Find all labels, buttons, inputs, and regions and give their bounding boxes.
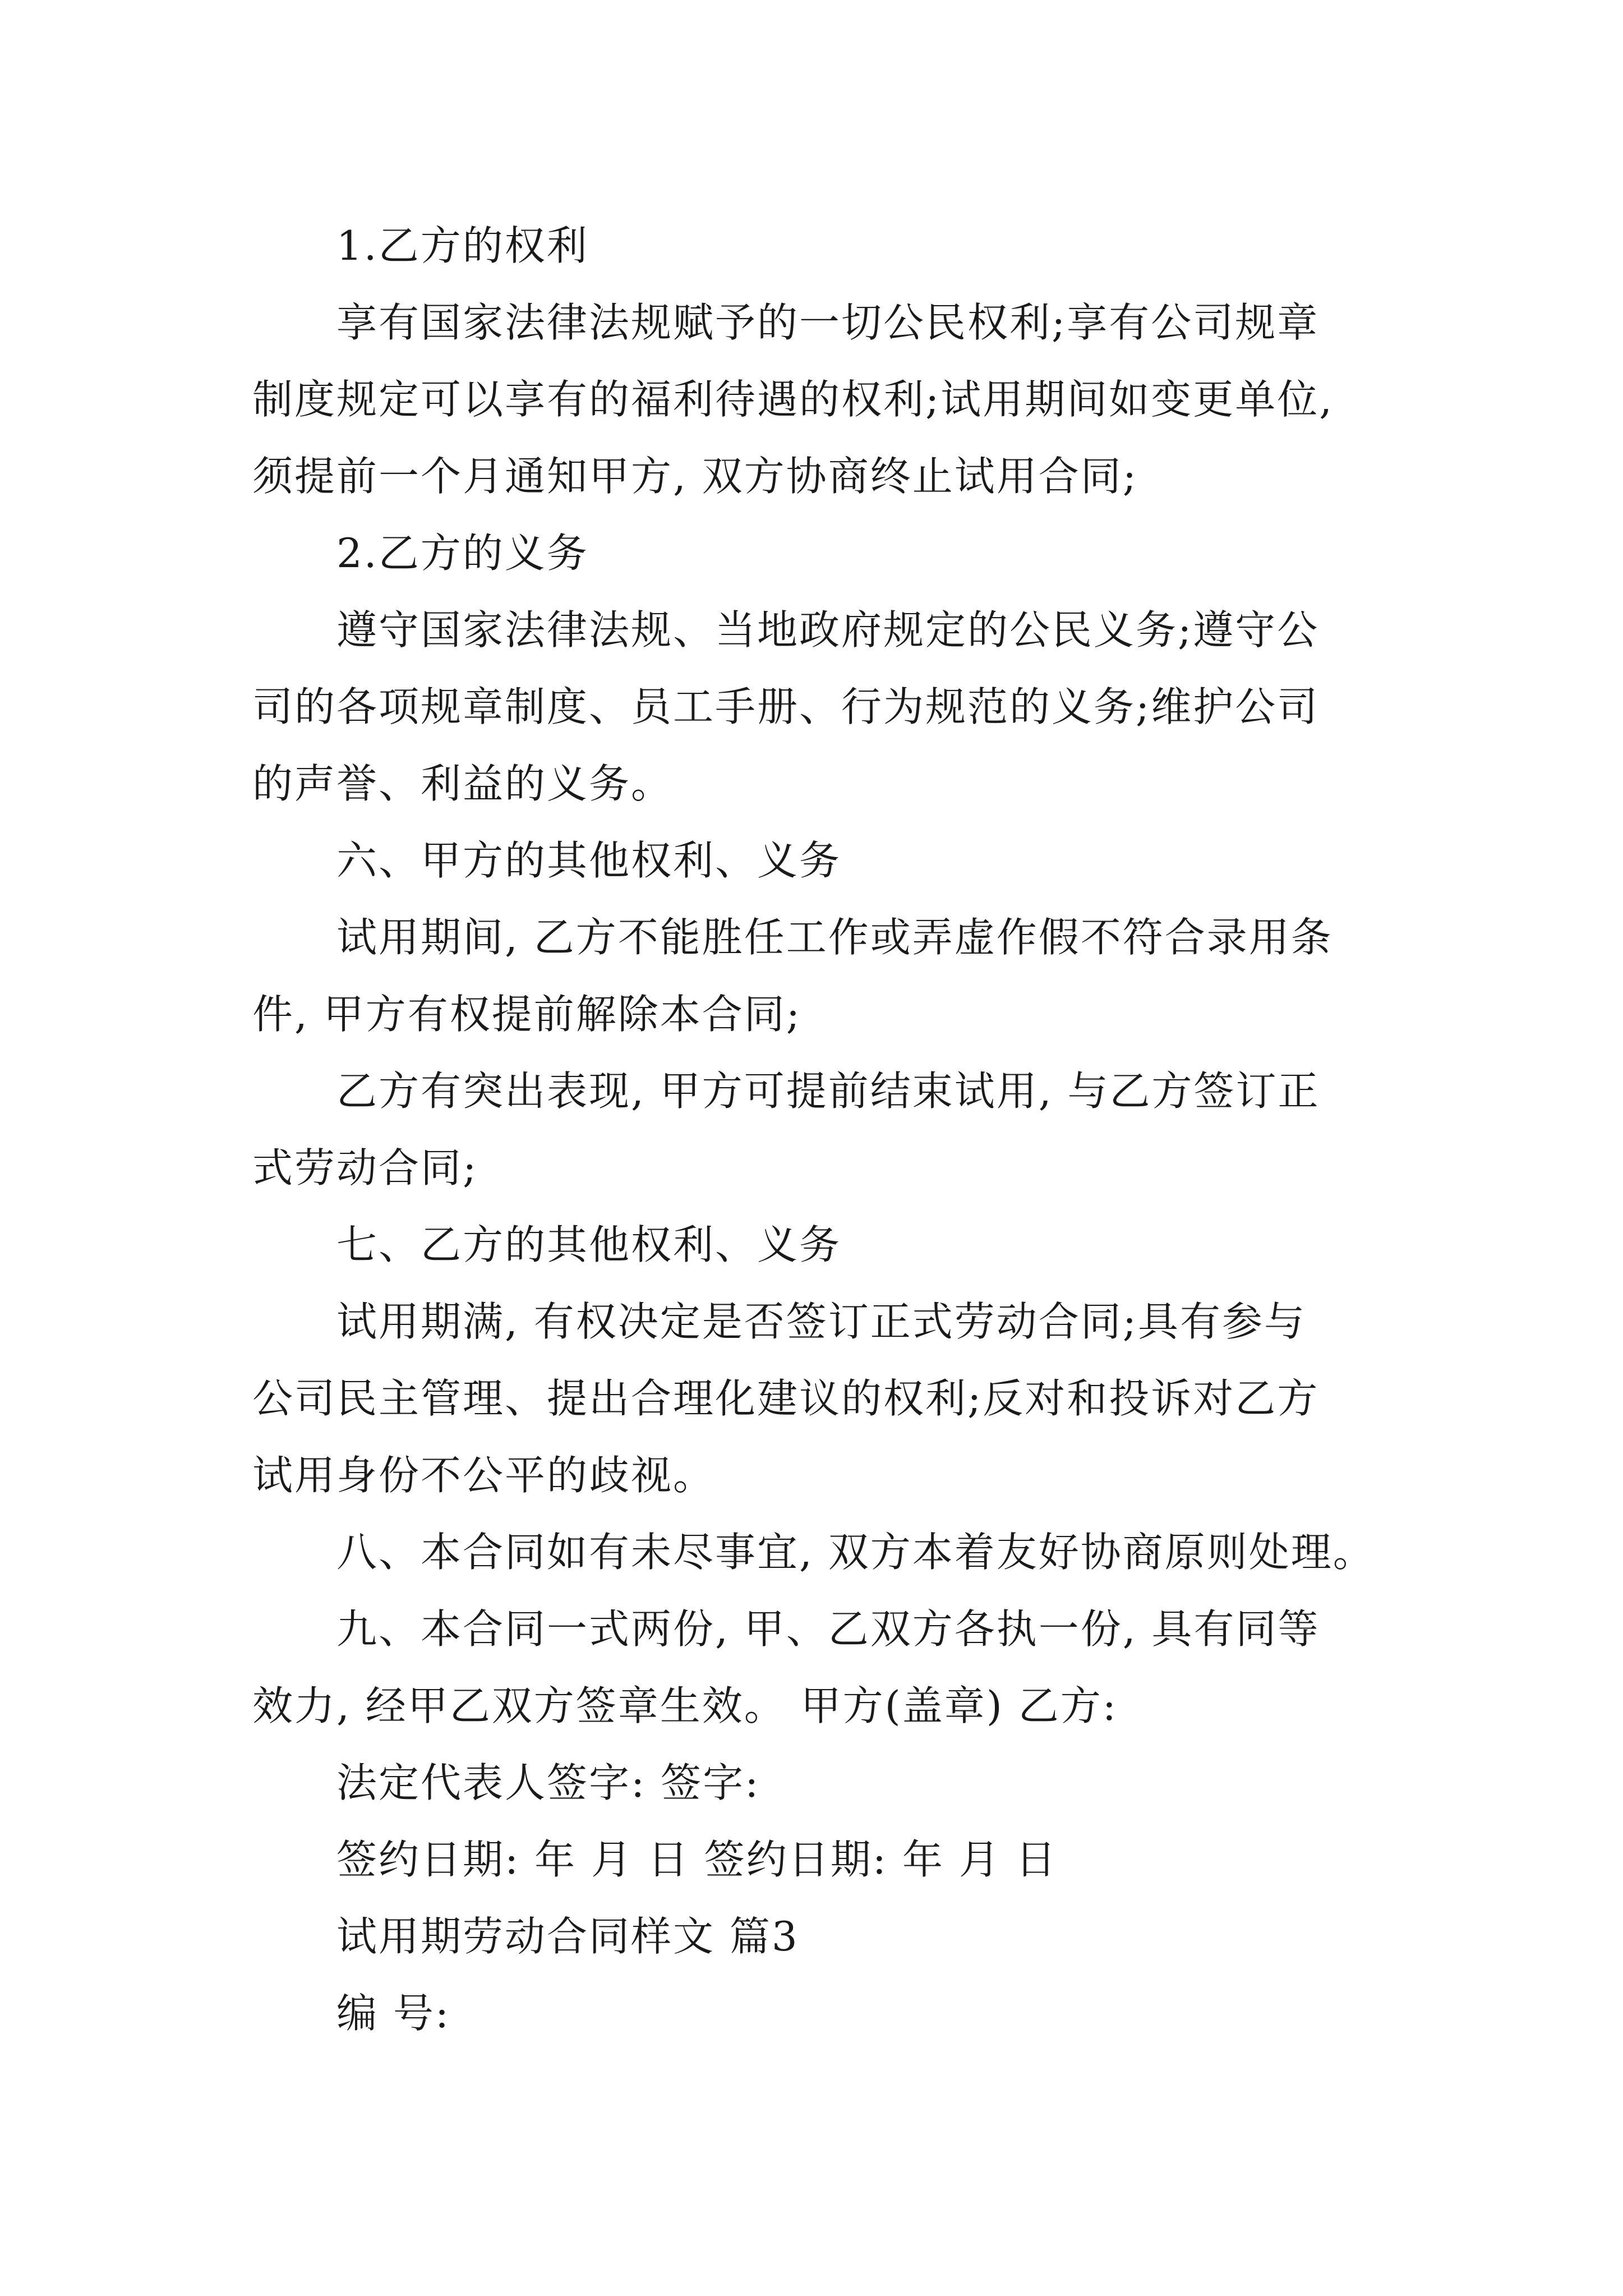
paragraph-line: 司的各项规章制度、员工手册、行为规范的义务;维护公司: [252, 683, 1320, 730]
section-heading-party-b-rights: 1.乙方的权利: [336, 222, 589, 269]
paragraph-line: 式劳动合同;: [252, 1144, 478, 1191]
paragraph-line: 试用期间, 乙方不能胜任工作或弄虚作假不符合录用条: [336, 914, 1333, 961]
paragraph-line: 试用期满, 有权决定是否签订正式劳动合同;具有参与: [336, 1298, 1307, 1345]
clause-eight: 八、本合同如有未尽事宜, 双方本着友好协商原则处理。: [336, 1529, 1375, 1576]
paragraph-line: 遵守国家法律法规、当地政府规定的公民义务;遵守公: [336, 606, 1320, 654]
paragraph-line: 的声誉、利益的义务。: [252, 760, 674, 807]
next-article-title: 试用期劳动合同样文 篇3: [336, 1913, 799, 1960]
clause-nine: 九、本合同一式两份, 甲、乙双方各执一份, 具有同等: [336, 1605, 1320, 1653]
section-heading-party-b-other: 七、乙方的其他权利、义务: [336, 1221, 842, 1268]
paragraph-line: 效力, 经甲乙双方签章生效。 甲方(盖章) 乙方:: [252, 1682, 1118, 1729]
section-heading-party-a-other: 六、甲方的其他权利、义务: [336, 837, 842, 884]
section-heading-party-b-obligations: 2.乙方的义务: [336, 530, 589, 577]
paragraph-line: 制度规定可以享有的福利待遇的权利;试用期间如变更单位,: [252, 376, 1334, 423]
paragraph-line: 公司民主管理、提出合理化建议的权利;反对和投诉对乙方: [252, 1375, 1320, 1422]
paragraph-line: 享有国家法律法规赋予的一切公民权利;享有公司规章: [336, 299, 1320, 346]
serial-number-label: 编 号:: [336, 1990, 451, 2037]
paragraph-line: 试用身份不公平的歧视。: [252, 1452, 716, 1499]
paragraph-line: 须提前一个月通知甲方, 双方协商终止试用合同;: [252, 453, 1138, 500]
document-body: [252, 208, 1374, 2052]
signing-date-line: 签约日期: 年 月 日 签约日期: 年 月 日: [336, 1836, 1058, 1883]
signature-line: 法定代表人签字: 签字:: [336, 1759, 760, 1806]
paragraph-line: 件, 甲方有权提前解除本合同;: [252, 991, 802, 1038]
paragraph-line: 乙方有突出表现, 甲方可提前结束试用, 与乙方签订正: [336, 1068, 1320, 1115]
